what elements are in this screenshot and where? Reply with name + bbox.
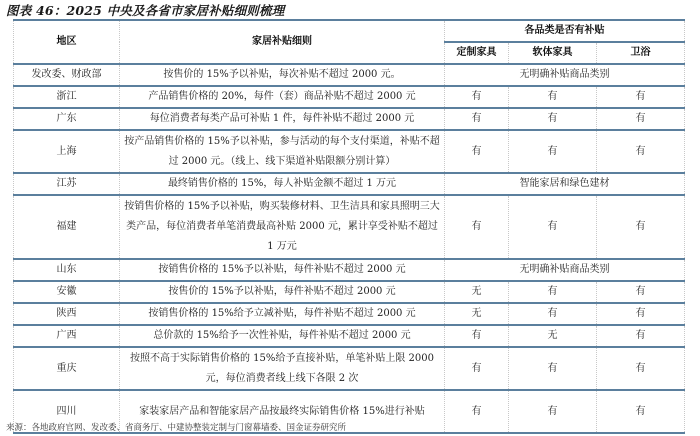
- rule-cell: 最终销售价格的 15%，每人补贴金额不超过 1 万元: [120, 173, 445, 195]
- region-cell: 广西: [14, 325, 120, 347]
- region-cell: 发改委、财政部: [14, 64, 120, 86]
- figure-title: 图表 46：2025 中央及各省市家居补贴细则梳理: [6, 3, 285, 18]
- region-cell: 陕西: [14, 303, 120, 325]
- source-note: 来源：各地政府官网、发改委、省商务厅、中建协整装定制与门窗幕墙委、国金证券研究所: [6, 423, 347, 433]
- bathroom-cell: 有: [597, 347, 685, 390]
- custom-furniture-cell: 有: [445, 347, 509, 390]
- region-cell: 福建: [14, 195, 120, 259]
- custom-furniture-cell: 有: [445, 86, 509, 108]
- region-cell: 安徽: [14, 281, 120, 303]
- region-cell: 重庆: [14, 347, 120, 390]
- upholstered-furniture-cell: 有: [509, 195, 597, 259]
- header-upholstered-furniture: 软体家具: [509, 42, 597, 64]
- table-row: [14, 86, 685, 108]
- rule-cell: 按售价的 15%予以补贴，每件补贴不超过 2000 元: [120, 281, 445, 303]
- category-merged-cell: 无明确补贴商品类别: [445, 64, 685, 86]
- bathroom-cell: 有: [597, 303, 685, 325]
- header-category-group: 各品类是否有补贴: [445, 20, 685, 42]
- region-cell: 山东: [14, 259, 120, 281]
- table-row: [14, 195, 685, 259]
- bathroom-cell: 有: [597, 108, 685, 130]
- table-row: [14, 173, 685, 195]
- custom-furniture-cell: 无: [445, 281, 509, 303]
- region-cell: 上海: [14, 130, 120, 173]
- custom-furniture-cell: 无: [445, 303, 509, 325]
- bathroom-cell: 有: [597, 86, 685, 108]
- subsidy-table: [13, 19, 685, 434]
- rule-cell: 按销售价格的 15%予以补贴，每件补贴不超过 2000 元: [120, 259, 445, 281]
- upholstered-furniture-cell: 有: [509, 86, 597, 108]
- upholstered-furniture-cell: 有: [509, 303, 597, 325]
- header-bathroom: 卫浴: [597, 42, 685, 64]
- upholstered-furniture-cell: 有: [509, 347, 597, 390]
- rule-cell: 按销售价格的 15%给予立减补贴，每件补贴不超过 2000 元: [120, 303, 445, 325]
- rule-cell: 总价款的 15%给予一次性补贴，每件补贴不超过 2000 元: [120, 325, 445, 347]
- upholstered-furniture-cell: 无: [509, 325, 597, 347]
- rule-cell: 按照不高于实际销售价格的 15%给予直接补贴，单笔补贴上限 2000 元，每位消费者线上线下各限 2 次: [120, 347, 445, 390]
- region-cell: 江苏: [14, 173, 120, 195]
- table-row: [14, 130, 685, 173]
- bathroom-cell: 有: [597, 325, 685, 347]
- rule-cell: 按售价的 15%予以补贴，每次补贴不超过 2000 元。: [120, 64, 445, 86]
- header-custom-furniture: 定制家具: [445, 42, 509, 64]
- custom-furniture-cell: 有: [445, 390, 509, 433]
- header-region: 地区: [14, 20, 120, 64]
- table-row: [14, 281, 685, 303]
- region-cell: 广东: [14, 108, 120, 130]
- custom-furniture-cell: 有: [445, 130, 509, 173]
- upholstered-furniture-cell: 有: [509, 130, 597, 173]
- bathroom-cell: 有: [597, 195, 685, 259]
- region-cell: 四川: [14, 390, 120, 433]
- region-cell: 浙江: [14, 86, 120, 108]
- rule-cell: 每位消费者每类产品可补贴 1 件，每件补贴不超过 2000 元: [120, 108, 445, 130]
- bathroom-cell: 有: [597, 281, 685, 303]
- table-row: [14, 303, 685, 325]
- table-row: [14, 64, 685, 86]
- rule-cell: 按销售价格的 15%予以补贴，购买装修材料、卫生洁具和家具照明三大类产品，每位消费者单笔消费最高补贴 2000 元，累计享受补贴不超过 1 万元: [120, 195, 445, 259]
- rule-cell: 家装家居产品和智能家居产品按最终实际销售价格 15%进行补贴: [120, 390, 445, 433]
- table-row: [14, 347, 685, 390]
- rule-cell: 产品销售价格的 20%，每件（套）商品补贴不超过 2000 元: [120, 86, 445, 108]
- table-row: [14, 108, 685, 130]
- bathroom-cell: 有: [597, 130, 685, 173]
- bathroom-cell: 有: [597, 390, 685, 433]
- header-rule: 家居补贴细则: [120, 20, 445, 64]
- category-merged-cell: 无明确补贴商品类别: [445, 259, 685, 281]
- upholstered-furniture-cell: 有: [509, 108, 597, 130]
- upholstered-furniture-cell: 有: [509, 390, 597, 433]
- rule-cell: 按产品销售价格的 15%予以补贴，参与活动的每个支付渠道，补贴不超过 2000 元。（线上、线下渠道补贴限额分别计算）: [120, 130, 445, 173]
- table-row: [14, 259, 685, 281]
- category-merged-cell: 智能家居和绿色建材: [445, 173, 685, 195]
- custom-furniture-cell: 有: [445, 195, 509, 259]
- custom-furniture-cell: 有: [445, 325, 509, 347]
- table-row: [14, 325, 685, 347]
- custom-furniture-cell: 有: [445, 108, 509, 130]
- upholstered-furniture-cell: 有: [509, 281, 597, 303]
